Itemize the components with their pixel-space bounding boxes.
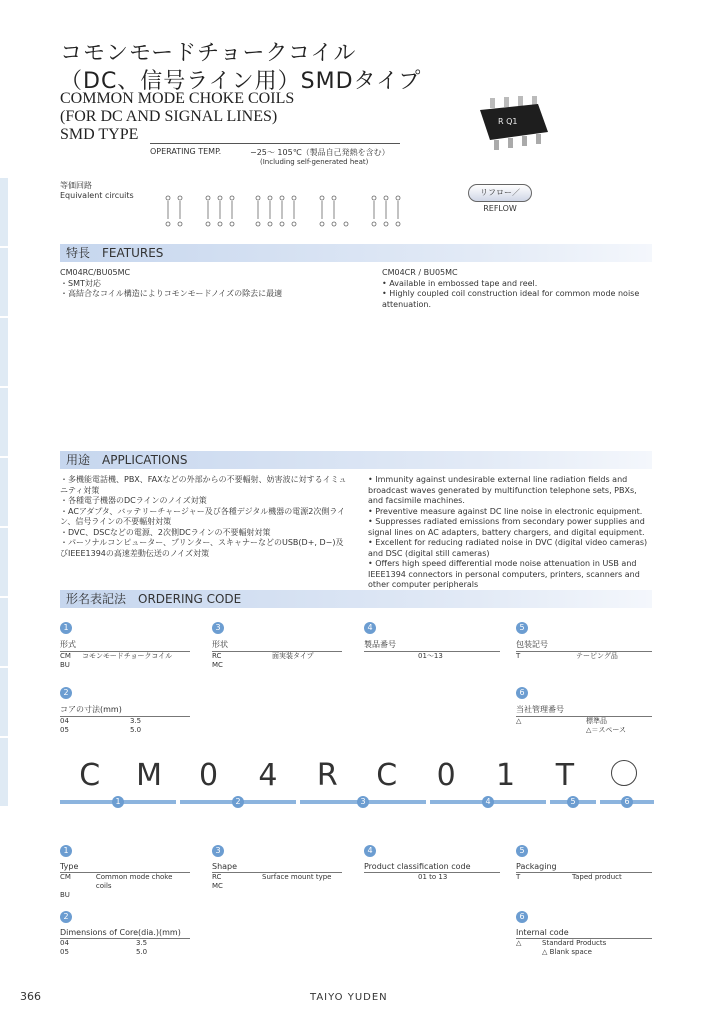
ord-code: CM xyxy=(60,652,71,660)
ord-desc: 5.0 xyxy=(136,948,148,956)
ord-en-group-5 xyxy=(516,840,652,882)
ord-row xyxy=(212,873,342,882)
brand-name: TAIYO YUDEN xyxy=(310,992,388,1003)
ord-jp-group-6 xyxy=(516,682,652,735)
ord-code: △ xyxy=(516,939,522,947)
number-badge: 1 xyxy=(112,796,124,808)
number-badge: 4 xyxy=(364,845,376,857)
features-left-item: ・SMT対応 xyxy=(60,278,101,288)
ord-desc: △ Blank space xyxy=(542,948,592,956)
ord-row xyxy=(516,948,652,957)
ord-desc: 標準品 xyxy=(586,717,607,725)
ord-jp-group-1 xyxy=(60,617,190,670)
segment-bar xyxy=(180,797,296,806)
ord-jp-group-3 xyxy=(212,617,342,670)
ord-desc: コモンモードチョークコイル xyxy=(82,652,173,660)
ord-desc: テーピング品 xyxy=(576,652,618,660)
segment-bar xyxy=(300,797,426,806)
ord-row xyxy=(364,652,500,661)
ord-desc: Standard Products xyxy=(542,939,607,947)
app-left-item: ・ACアダプタ、バッテリーチャージャー及び各種デジタル機器の電源2次側ライン、信号ラインの不要輻射対策 xyxy=(60,506,346,526)
number-badge: 1 xyxy=(60,845,72,857)
ord-label: 製品番号 xyxy=(364,638,500,652)
code-blank-circle xyxy=(595,760,654,793)
smd-chip-photo xyxy=(476,96,552,154)
ord-row xyxy=(212,882,342,891)
ord-row xyxy=(60,891,190,900)
ord-label: 形状 xyxy=(212,638,342,652)
ord-row xyxy=(516,717,652,726)
ord-desc: 01～13 xyxy=(418,652,443,660)
ord-desc: 3.5 xyxy=(130,717,142,725)
code-char: R xyxy=(316,758,338,793)
applications-right xyxy=(368,475,654,591)
svg-text:R Q1: R Q1 xyxy=(498,117,518,126)
code-char: C xyxy=(79,758,101,793)
features-header: 特長 FEATURES xyxy=(60,244,652,262)
code-char: 0 xyxy=(436,758,456,793)
ord-label: コアの寸法(mm) xyxy=(60,703,190,717)
number-badge: 5 xyxy=(516,622,528,634)
ord-row xyxy=(516,652,652,661)
ord-jp-group-5 xyxy=(516,617,652,661)
ord-row xyxy=(516,873,652,882)
title-jp xyxy=(60,40,421,96)
ord-code: BU xyxy=(60,661,70,669)
ord-code: △ xyxy=(516,717,522,725)
ord-row xyxy=(212,652,342,661)
app-left-item: ・パーソナルコンピューター、プリンター、スキャナーなどのUSB(D+, D−)及びIEEE1394の高速差動伝送のノイズ対策 xyxy=(60,538,344,558)
number-badge: 4 xyxy=(364,622,376,634)
number-badge: 2 xyxy=(60,687,72,699)
ord-en-group-6 xyxy=(516,906,652,957)
code-char: 0 xyxy=(198,758,219,793)
number-badge: 5 xyxy=(516,845,528,857)
ord-code: CM xyxy=(60,873,71,881)
ord-en-group-1 xyxy=(60,840,190,900)
optemp-value: −25～ 105℃（製品自己発熱を含む） xyxy=(250,148,390,157)
ord-desc: 01 to 13 xyxy=(418,873,448,881)
ord-row xyxy=(60,873,190,891)
ord-row xyxy=(364,873,500,882)
segment-bar xyxy=(60,797,176,806)
ord-row xyxy=(60,661,190,670)
segment-bar xyxy=(550,797,596,806)
number-badge: 3 xyxy=(212,845,224,857)
title-jp-line-2: （DC、信号ライン用）SMDタイプ xyxy=(60,69,422,94)
ord-desc: Surface mount type xyxy=(262,873,332,881)
ord-desc: 3.5 xyxy=(136,939,148,947)
features-right-item: • Highly coupled coil construction ideal for common mode noise attenuation. xyxy=(382,289,640,309)
code-char: T xyxy=(555,758,575,793)
app-right-item: • Offers high speed differential mode noise attenuation in USB and IEEE1394 connectors in personal computers, printers, scanners and other computer peripherals xyxy=(368,559,640,589)
code-char: 1 xyxy=(496,758,516,793)
optemp-note: (Including self-generated heat) xyxy=(260,158,369,166)
features-left-title: CM04RC/BU05MC xyxy=(60,268,131,277)
ord-code xyxy=(364,652,418,661)
ord-label: 包装記号 xyxy=(516,638,652,652)
ord-label: Packaging xyxy=(516,861,652,873)
equiv-en: Equivalent circuits xyxy=(60,191,134,200)
title-en-line-1: COMMON MODE CHOKE COILS xyxy=(60,90,295,107)
ord-row xyxy=(516,939,652,948)
number-badge: 5 xyxy=(567,796,579,808)
ord-code: MC xyxy=(212,882,223,890)
ord-desc: 面実装タイプ xyxy=(272,652,314,660)
ord-row xyxy=(60,717,190,726)
number-badge: 6 xyxy=(516,687,528,699)
ord-label: Product classification code xyxy=(364,861,500,873)
ord-code: MC xyxy=(212,661,223,669)
page-number: 366 xyxy=(20,990,41,1003)
code-char: M xyxy=(136,758,163,793)
number-badge: 3 xyxy=(212,622,224,634)
number-badge: 2 xyxy=(60,911,72,923)
ord-row xyxy=(516,726,652,735)
ord-desc: 5.0 xyxy=(130,726,142,734)
equivalent-circuit-diagrams xyxy=(160,180,420,230)
app-left-item: ・多機能電話機、PBX、FAXなどの外部からの不要輻射、妨害波に対するイミュニティ対策 xyxy=(60,475,347,495)
ord-label: 当社管理番号 xyxy=(516,703,652,717)
applications-left xyxy=(60,475,350,559)
ord-code: 05 xyxy=(60,726,69,734)
ord-code: BU xyxy=(60,891,70,899)
ord-code: 05 xyxy=(60,948,69,956)
ord-code: T xyxy=(516,873,521,881)
ord-desc: Common mode choke coils xyxy=(95,873,173,890)
features-left-item: ・高結合なコイル構造によりコモンモードノイズの除去に最適 xyxy=(60,289,283,298)
number-badge: 1 xyxy=(60,622,72,634)
number-badge: 2 xyxy=(232,796,244,808)
ord-row xyxy=(60,652,190,661)
part-code xyxy=(60,760,654,792)
app-left-item: ・各種電子機器のDCラインのノイズ対策 xyxy=(60,496,207,505)
ord-desc: Taped product xyxy=(572,873,622,881)
ord-code xyxy=(364,873,418,882)
ord-code: RC xyxy=(212,652,222,660)
segment-bar xyxy=(600,797,654,806)
ord-label: 形式 xyxy=(60,638,190,652)
applications-header: 用途 APPLICATIONS xyxy=(60,451,652,469)
ord-code: RC xyxy=(212,873,222,881)
app-right-item: • Excellent for reducing radiated noise in DVC (digital video cameras) and DSC (digital still cameras) xyxy=(368,538,648,558)
title-jp-line-1: コモンモードチョークコイル xyxy=(60,41,357,66)
app-right-item: • Preventive measure against DC line noise in electronic equipment. xyxy=(368,506,643,516)
ord-jp-group-4 xyxy=(364,617,500,661)
code-char: C xyxy=(376,758,398,793)
app-right-item: • Suppresses radiated emissions from secondary power supplies and signal lines on AC adapters, battery chargers, and digital equipment. xyxy=(368,517,645,537)
equiv-jp: 等価回路 xyxy=(60,181,92,190)
ord-en-group-3 xyxy=(212,840,342,891)
ord-row xyxy=(60,948,190,957)
title-en-line-3: SMD TYPE xyxy=(60,126,139,143)
ord-row xyxy=(60,726,190,735)
ord-row xyxy=(60,939,190,948)
ord-row xyxy=(212,661,342,670)
features-left xyxy=(60,268,350,300)
number-badge: 6 xyxy=(621,796,633,808)
optemp-label: OPERATING TEMP. xyxy=(150,147,222,156)
ord-code xyxy=(516,726,586,735)
features-right xyxy=(382,268,654,310)
ord-code: 04 xyxy=(60,939,69,947)
segment-bar xyxy=(430,797,546,806)
number-badge: 6 xyxy=(516,911,528,923)
number-badge: 4 xyxy=(482,796,494,808)
app-left-item: ・DVC、DSCなどの電源、2次側DCラインの不要輻射対策 xyxy=(60,527,271,537)
title-en xyxy=(60,90,294,144)
ord-code: 04 xyxy=(60,717,69,725)
ord-label: Type xyxy=(60,861,190,873)
features-right-title: CM04CR / BU05MC xyxy=(382,268,458,277)
ord-code xyxy=(516,948,542,957)
app-right-item: • Immunity against undesirable external line radiation fields and broadcast waves generated by multifunction telephone sets, PBXs, and facsimile machines. xyxy=(368,475,637,505)
ord-en-group-2 xyxy=(60,906,190,957)
ordering-header: 形名表記法 ORDERING CODE xyxy=(60,590,652,608)
reflow-badge: リフロー／REFLOW xyxy=(468,184,532,202)
side-tab-strip xyxy=(0,178,8,818)
equivalent-circuits-label xyxy=(60,181,134,201)
title-en-line-2: (FOR DC AND SIGNAL LINES) xyxy=(60,108,278,125)
ord-en-group-4 xyxy=(364,840,500,882)
code-segment-bars xyxy=(60,796,654,808)
code-char: 4 xyxy=(258,758,278,793)
number-badge: 3 xyxy=(357,796,369,808)
operating-temp xyxy=(150,143,400,166)
ord-desc: △＝スペース xyxy=(586,726,627,734)
ord-code: T xyxy=(516,652,521,660)
ord-label: Dimensions of Core(dia.)(mm) xyxy=(60,927,190,939)
ord-label: Shape xyxy=(212,861,342,873)
features-right-item: • Available in embossed tape and reel. xyxy=(382,278,538,288)
ord-jp-group-2 xyxy=(60,682,190,735)
ord-label: Internal code xyxy=(516,927,652,939)
